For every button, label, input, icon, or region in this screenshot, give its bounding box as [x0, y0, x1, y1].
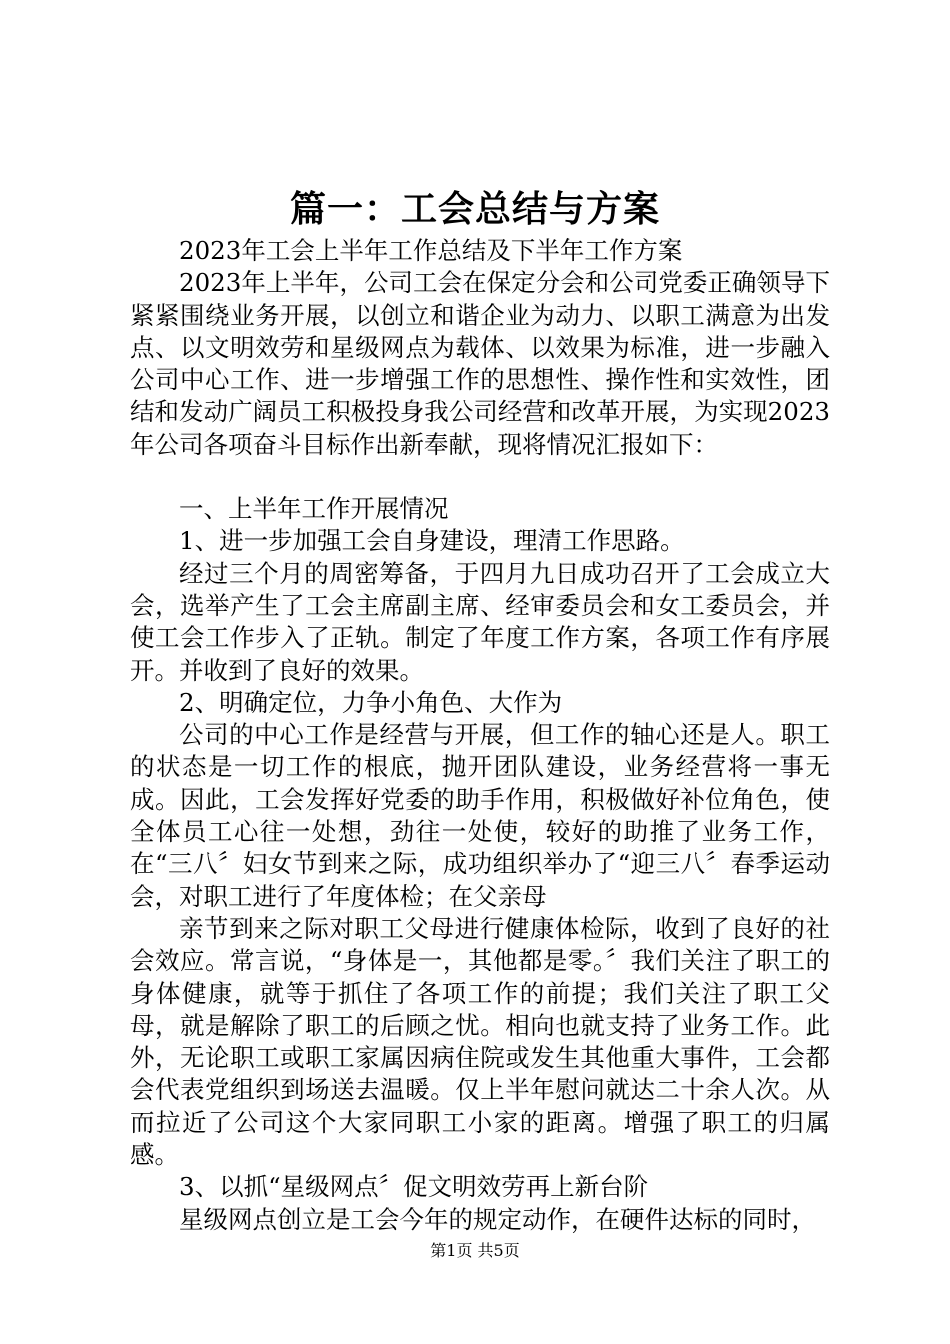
- paragraph: 亲节到来之际对职工父母进行健康体检际，收到了良好的社会效应。常言说，“身体是一，其他都是零。〞我们关注了职工的身体健康，就等于抓住了各项工作的前提；我们关注了职工父母，就是解除了职工的后顾之忧。相向也就支持了业务工作。此外，无论职工或职工家属因病住院或发生其他重大事件，工会都会代表党组织到场送去温暖。仅上半年慰问就达二十余人次。从而拉近了公司这个大家同职工小家的距离。增强了职工的归属感。: [130, 913, 830, 1170]
- subsection-heading-3: 3、以抓“星级网点〞促文明效劳再上新台阶: [179, 1172, 649, 1202]
- paragraph-subtitle: 2023年工会上半年工作总结及下半年工作方案: [179, 236, 683, 265]
- paragraph: 公司的中心工作是经营与开展，但工作的轴心还是人。职工的状态是一切工作的根底，抛开团队建设，业务经营将一事无成。因此，工会发挥好党委的助手作用，积极做好补位角色，使全体员工心往一处想，劲往一处使，较好的助推了业务工作，在“三八〞妇女节到来之际，成功组织举办了“迎三八〞春季运动会，对职工进行了年度体检；在父亲母: [130, 720, 830, 911]
- page-footer: 第1页 共5页: [430, 1241, 520, 1260]
- section-heading-1: 一、上半年工作开展情况: [179, 494, 449, 524]
- subsection-heading-2: 2、明确定位，力争小角色、大作为: [179, 687, 563, 717]
- paragraph-intro: 2023年上半年，公司工会在保定分会和公司党委正确领导下紧紧围绕业务开展，以创立和谐企业为动力、以职工满意为出发点、以文明效劳和星级网点为载体、以效果为标准，进一步融入公司中心工作、进一步增强工作的思想性、操作性和实效性，团结和发动广阔员工积极投身我公司经营和改革开展，为实现2023年公司各项奋斗目标作出新奉献，现将情况汇报如下：: [130, 268, 830, 459]
- subsection-heading-1: 1、进一步加强工会自身建设，理清工作思路。: [179, 526, 685, 556]
- paragraph: 星级网点创立是工会今年的规定动作，在硬件达标的同时，: [179, 1204, 816, 1234]
- document-title: 篇一：工会总结与方案: [289, 188, 660, 230]
- paragraph: 经过三个月的周密筹备，于四月九日成功召开了工会成立大会，选举产生了工会主席副主席、经审委员会和女工委员会，并使工会工作步入了正轨。制定了年度工作方案，各项工作有序展开。并收到了良好的效果。: [130, 558, 830, 685]
- document-body: [130, 235, 830, 1236]
